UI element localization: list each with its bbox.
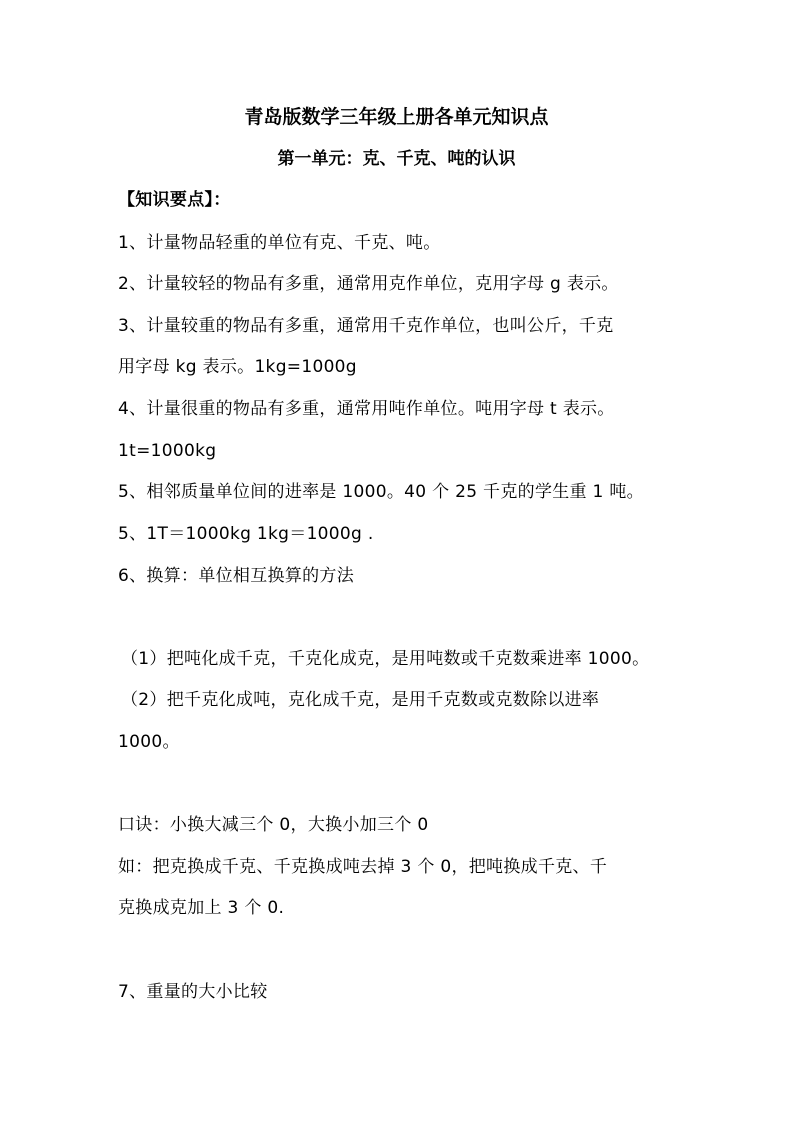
- text-line: （2）把千克化成吨，克化成千克，是用千克数或克数除以进率: [121, 690, 600, 710]
- text-line: 6、换算：单位相互换算的方法: [118, 566, 355, 586]
- text-line: 克换成克加上 3 个 0.: [118, 898, 285, 918]
- unit-title: 第一单元：克、千克、吨的认识: [277, 149, 516, 169]
- text-line: 口诀：小换大减三个 0，大换小加三个 0: [118, 815, 429, 835]
- document-title: 青岛版数学三年级上册各单元知识点: [244, 106, 549, 128]
- text-line: 如：把克换成千克、千克换成吨去掉 3 个 0，把吨换成千克、千: [118, 857, 608, 877]
- text-line: 5、1T＝1000kg 1kg＝1000g .: [118, 524, 374, 544]
- text-line: 1000。: [118, 732, 180, 752]
- text-line: （1）把吨化成千克，千克化成克，是用吨数或千克数乘进率 1000。: [121, 649, 650, 669]
- text-line: 4、计量很重的物品有多重，通常用吨作单位。吨用字母 t 表示。: [118, 399, 615, 419]
- text-line: 5、相邻质量单位间的进率是 1000。40 个 25 千克的学生重 1 吨。: [118, 482, 644, 502]
- text-line: 2、计量较轻的物品有多重，通常用克作单位，克用字母 g 表示。: [118, 274, 619, 294]
- text-line: 3、计量较重的物品有多重，通常用千克作单位，也叫公斤，千克: [118, 316, 614, 336]
- section-heading: 【知识要点】：: [118, 190, 231, 210]
- text-line: 7、重量的大小比较: [118, 982, 268, 1002]
- text-line: 1t=1000kg: [118, 441, 217, 461]
- text-line: 1、计量物品轻重的单位有克、千克、吨。: [118, 233, 441, 253]
- text-line: 用字母 kg 表示。1kg=1000g: [118, 357, 357, 377]
